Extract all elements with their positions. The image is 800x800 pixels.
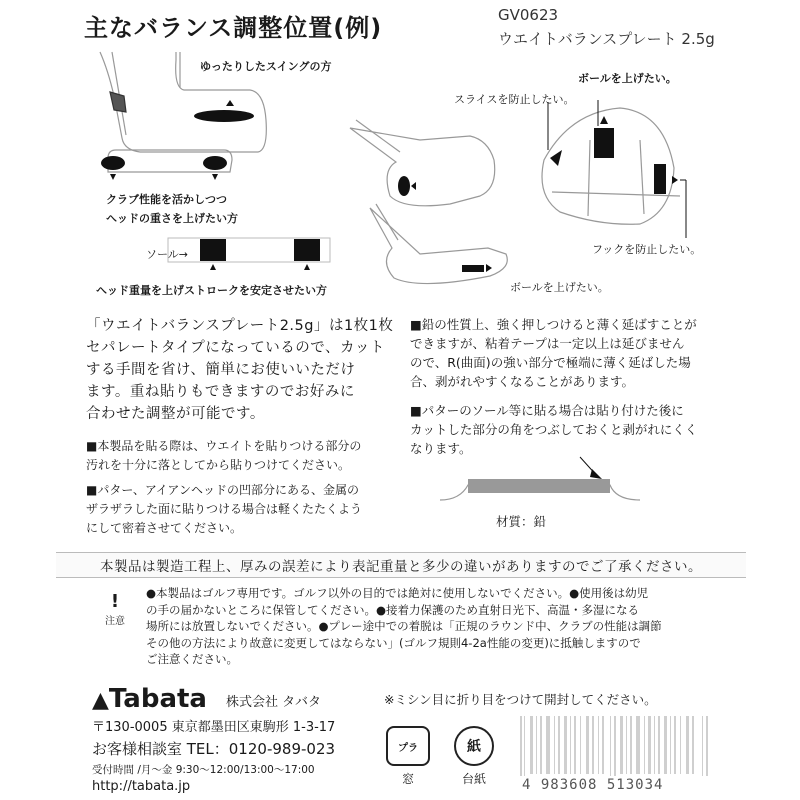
- note-line: ので、R(曲面)の強い部分で極端に薄く延ばした場: [410, 355, 691, 370]
- sole-caption: ヘッド重量を上げストロークを安定させたい方: [96, 284, 327, 297]
- company-name: 株式会社 タバタ: [226, 695, 322, 710]
- right-note-1: [410, 315, 740, 391]
- putter-top-label: ゆったりしたスイングの方: [200, 60, 332, 73]
- paragraph-line: 「ウエイトバランスプレート2.5g」は1枚1枚: [86, 318, 394, 334]
- paragraph-line: 合わせた調整が可能です。: [86, 406, 265, 422]
- left-note-2: [86, 481, 362, 538]
- recycle-paper-label: 台紙: [461, 772, 486, 786]
- putter-side-label-1: クラブ性能を活かしつつ: [106, 193, 227, 206]
- left-note-1: [86, 437, 361, 475]
- product-code: GV0623: [498, 6, 559, 24]
- caution-line: ●本製品はゴルフ専用です。ゴルフ以外の目的では絶対に使用しないでください。●使用後は幼児: [146, 586, 649, 600]
- hook-label: フックを防止したい。: [592, 243, 702, 256]
- customer-tel: お客様相談室 TEL：0120-989-023: [92, 740, 336, 758]
- note-line: 合、剥がれやすくなることがあります。: [410, 374, 635, 389]
- note-line: ザラザラした面に貼りつける場合は軽くたたくよう: [86, 502, 363, 516]
- caution-line: の手の届かないところに保管してください。●接着力保護のため直射日光下、高温・多湿になる: [146, 602, 640, 617]
- putter-top-weight: [194, 110, 254, 122]
- right-note-2: [410, 401, 740, 458]
- note-line: 汚れを十分に落としてから貼りつけてください。: [86, 458, 351, 472]
- product-name: ウエイトバランスプレート 2.5g: [498, 30, 715, 48]
- logo-mark-icon: ▲: [92, 688, 109, 713]
- recycle-paper-mark: [452, 726, 496, 787]
- barcode-number: 4 983608 513034: [522, 777, 664, 793]
- paragraph-line: セパレートタイプになっているので、カット: [86, 340, 385, 356]
- paper-recycle-icon: 紙: [454, 726, 494, 766]
- paragraph-line: する手間を省け、簡単にお使いいただけ: [86, 362, 356, 378]
- caution-icon-label: 注意: [105, 616, 125, 627]
- note-line: ■本製品を貼る際は、ウエイトを貼りつける部分の: [86, 439, 362, 453]
- note-line: にして密着させてください。: [86, 521, 243, 535]
- caution-line: ご注意ください。: [146, 652, 238, 666]
- caution-line: 場所には放置しないでください。●プレー途中での着脱は「正規のラウンド中、クラブの性能は調節: [146, 619, 662, 633]
- putter-side-label-2: ヘッドの重さを上げたい方: [106, 212, 238, 225]
- caution-text: [146, 585, 766, 668]
- recycle-plastic-label: 窓: [401, 772, 414, 786]
- business-hours: 受付時間 /月～金 9:30～12:00/13:00～17:00: [92, 764, 315, 776]
- caution-icon: [94, 592, 136, 627]
- slice-label: スライスを防止したい。: [454, 93, 575, 106]
- note-line: なります。: [410, 441, 472, 456]
- website-url: http://tabata.jp: [92, 779, 191, 794]
- ball-up-label: ボールを上げたい。: [578, 72, 677, 85]
- recycle-plastic-mark: [386, 726, 430, 787]
- exclamation-icon: !: [110, 591, 120, 612]
- note-line: ■鉛の性質上、強く押しつけると薄く延ばすことが: [410, 317, 697, 332]
- weight-tolerance-notice: 本製品は製造工程上、厚みの誤差により表記重量と多少の違いがありますのでご了承ください。: [56, 552, 746, 578]
- page-title: 主なバランス調整位置(例): [84, 14, 383, 42]
- note-line: ■パターのソール等に貼る場合は貼り付けた後に: [410, 403, 684, 418]
- note-line: できますが、粘着テープは一定以上は延びません: [410, 336, 685, 351]
- barcode: [516, 716, 716, 776]
- sole-weight-right: [294, 239, 320, 261]
- plastic-recycle-icon: プラ: [386, 726, 430, 766]
- address: 〒130-0005 東京都墨田区東駒形 1-3-17: [92, 720, 336, 735]
- paragraph-line: ます。重ね貼りもできますのでお好みに: [86, 384, 355, 400]
- description-paragraph: [86, 315, 408, 425]
- note-line: カットした部分の角をつぶしておくと剥がれにくく: [410, 422, 698, 437]
- material-diagram: [440, 455, 640, 515]
- iron-illustration: [350, 120, 495, 206]
- tabata-logo: ▲Tabata: [92, 684, 207, 714]
- caution-line: その他の方法により故意に変更してはならない」(ゴルフ規則4-2a性能の変更)に抵触しますので: [146, 635, 641, 650]
- sole-label: ソール→: [146, 248, 188, 261]
- iron-ball-up-label: ボールを上げたい。: [510, 281, 609, 294]
- perforation-note: ※ミシン目に折り目をつけて開封してください。: [384, 692, 657, 707]
- note-line: ■パター、アイアンヘッドの凹部分にある、金属の: [86, 483, 359, 497]
- sole-weight-left: [200, 239, 226, 261]
- material-label: 材質：鉛: [496, 514, 547, 529]
